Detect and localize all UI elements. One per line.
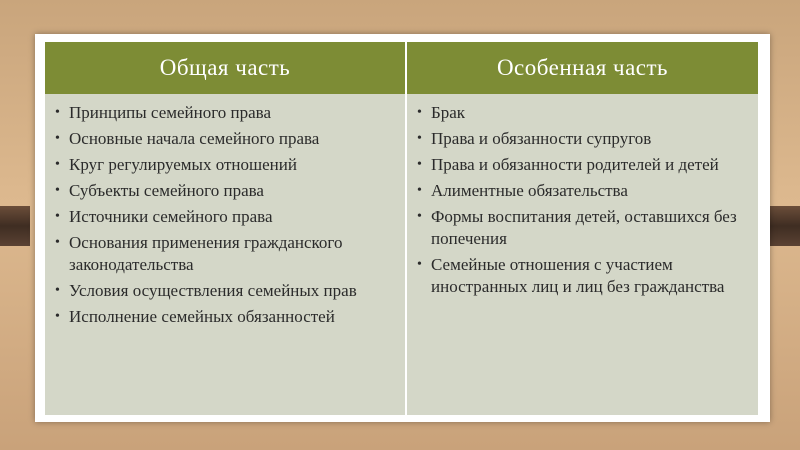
- list-item-text: Условия осуществления семейных прав: [69, 281, 357, 300]
- bullet-icon: •: [55, 235, 60, 250]
- list-item: [417, 102, 752, 124]
- bullet-icon: •: [417, 183, 422, 198]
- list-item: [417, 206, 752, 250]
- comparison-table: [45, 42, 758, 415]
- list-item: [417, 180, 752, 202]
- special-part-column: [407, 94, 758, 415]
- list-item-text: Формы воспитания детей, оставшихся без попечения: [431, 207, 737, 248]
- list-item: [417, 128, 752, 150]
- bullet-icon: •: [55, 283, 60, 298]
- list-item-text: Алиментные обязательства: [431, 181, 628, 200]
- list-item-text: Брак: [431, 103, 466, 122]
- list-item-text: Исполнение семейных обязанностей: [69, 307, 335, 326]
- list-item: [55, 280, 399, 302]
- bullet-icon: •: [55, 157, 60, 172]
- bullet-icon: •: [55, 131, 60, 146]
- bullet-icon: •: [417, 131, 422, 146]
- general-part-list: [55, 102, 399, 328]
- list-item: [55, 232, 399, 276]
- list-item-text: Права и обязанности супругов: [431, 129, 652, 148]
- bullet-icon: •: [417, 209, 422, 224]
- bullet-icon: •: [55, 209, 60, 224]
- list-item: [55, 180, 399, 202]
- wood-band-right: [770, 206, 800, 246]
- bullet-icon: •: [417, 257, 422, 272]
- general-part-header: Общая часть: [45, 42, 407, 94]
- list-item-text: Субъекты семейного права: [69, 181, 264, 200]
- special-part-list: [417, 102, 752, 298]
- slide: [35, 34, 770, 422]
- list-item: [55, 306, 399, 328]
- list-item-text: Источники семейного права: [69, 207, 273, 226]
- bullet-icon: •: [417, 105, 422, 120]
- list-item-text: Права и обязанности родителей и детей: [431, 155, 719, 174]
- list-item: [55, 102, 399, 124]
- bullet-icon: •: [55, 105, 60, 120]
- special-part-header: Особенная часть: [407, 42, 758, 94]
- list-item-text: Основания применения гражданского законодательства: [69, 233, 343, 274]
- bullet-icon: •: [55, 309, 60, 324]
- list-item: [417, 154, 752, 176]
- bullet-icon: •: [55, 183, 60, 198]
- list-item: [417, 254, 752, 298]
- bullet-icon: •: [417, 157, 422, 172]
- list-item-text: Семейные отношения с участием иностранных лиц и лиц без гражданства: [431, 255, 725, 296]
- general-part-column: [45, 94, 407, 415]
- list-item-text: Круг регулируемых отношений: [69, 155, 297, 174]
- list-item-text: Основные начала семейного права: [69, 129, 320, 148]
- list-item: [55, 206, 399, 228]
- list-item: [55, 128, 399, 150]
- list-item: [55, 154, 399, 176]
- wood-band-left: [0, 206, 30, 246]
- list-item-text: Принципы семейного права: [69, 103, 272, 122]
